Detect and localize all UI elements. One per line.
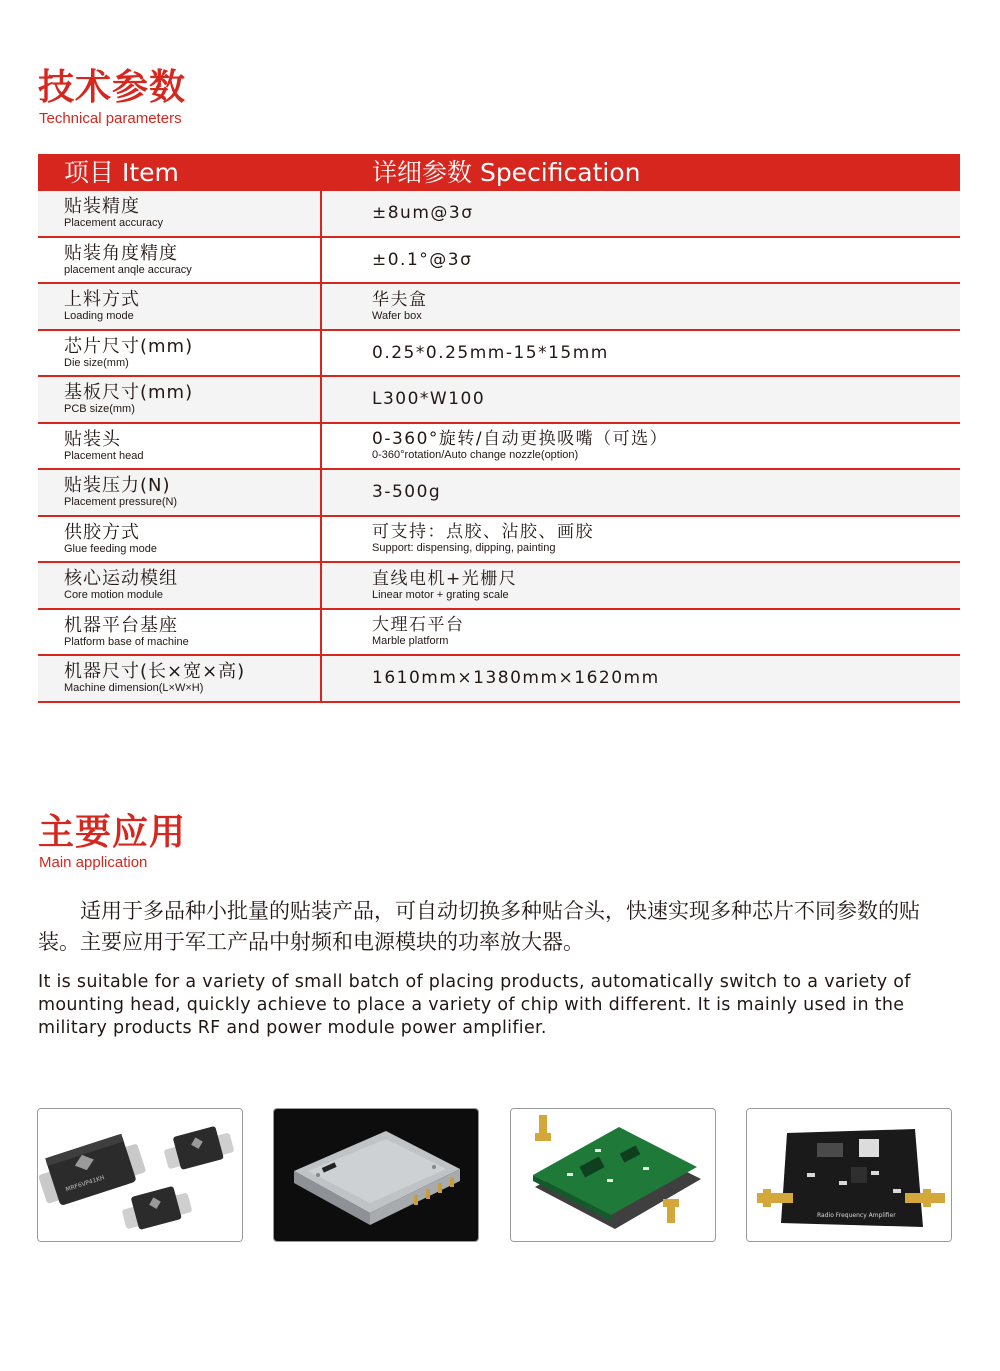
rf-amplifier-board-image [747,1109,951,1241]
photo-metal-module [273,1108,479,1242]
param-name-en: Placement head [64,449,144,462]
param-value-cell [322,563,960,608]
param-value-cell [322,191,960,236]
param-name-zh: 机器尺寸(长×宽×高) [64,661,246,683]
header-item: 项目 Item [64,158,179,187]
table-row [38,563,960,610]
param-value: ±0.1°@3σ [372,249,473,270]
param-value-cell [322,238,960,283]
param-value-en: Wafer box [372,309,422,322]
param-name-cell [38,191,322,236]
rf-transistor-image [38,1109,242,1241]
table-row [38,517,960,564]
param-name-cell [38,331,322,376]
param-name-en: Core motion module [64,589,164,602]
param-value-cell [322,656,960,701]
board-label: Radio Frequency Amplifier [817,1212,896,1219]
spec-rows [38,191,960,703]
photo-rf-transistors [37,1108,243,1242]
param-value-en: Linear motor + grating scale [372,588,509,601]
param-name-cell [38,284,322,329]
param-value-cell [322,331,960,376]
param-value-cell [322,377,960,422]
table-row [38,284,960,331]
package-marking: MRF6VP41KH [64,1174,106,1194]
param-name-en: Loading mode [64,310,134,323]
param-name-zh: 供胶方式 [64,521,140,543]
param-value: 可支持：点胶、沾胶、画胶 [372,522,594,543]
table-row [38,377,960,424]
app-description-zh: 适用于多品种小批量的贴装产品，可自动切换多种贴合头，快速实现多种芯片不同参数的贴装。主要应用于军工产品中射频和电源模块的功率放大器。 [38,899,920,954]
param-name-en: Die size(mm) [64,356,129,369]
tech-title: 技术参数 [38,67,187,108]
param-value-en: Support: dispensing, dipping, painting [372,542,556,555]
param-value: 华夫盒 [372,289,428,310]
photo-black-board [746,1108,952,1242]
param-name-zh: 基板尺寸(mm) [64,382,194,404]
param-name-zh: 上料方式 [64,289,140,311]
param-name-zh: 贴装角度精度 [64,242,178,264]
param-name-zh: 芯片尺寸(mm) [64,335,194,357]
param-value: L300*W100 [372,389,486,410]
param-value: 3-500g [372,482,442,503]
param-value-cell [322,517,960,562]
param-name-cell [38,377,322,422]
header-spec: 详细参数 Specification [372,158,641,187]
spec-table-header [38,154,960,191]
green-pcb-image [511,1109,715,1241]
param-name-cell [38,470,322,515]
application-photos [37,1108,953,1242]
param-name-cell [38,563,322,608]
param-name-en: placement anqle accuracy [64,263,192,276]
param-name-en: PCB size(mm) [64,403,135,416]
param-name-zh: 贴装精度 [64,196,140,218]
param-name-zh: 核心运动模组 [64,568,178,590]
param-value-cell [322,424,960,469]
param-name-zh: 机器平台基座 [64,614,178,636]
param-name-cell [38,610,322,655]
param-value-en: 0-360°rotation/Auto change nozzle(option) [372,449,579,462]
param-name-cell [38,424,322,469]
param-value-cell [322,610,960,655]
param-value-cell [322,470,960,515]
table-row [38,191,960,238]
param-value: 0.25*0.25mm-15*15mm [372,342,609,363]
param-value: 1610mm×1380mm×1620mm [372,668,660,689]
tech-subtitle: Technical parameters [39,110,182,127]
param-name-zh: 贴装头 [64,428,121,450]
spec-table [38,154,960,703]
table-row [38,470,960,517]
param-value: ±8um@3σ [372,203,474,224]
param-name-zh: 贴装压力(N) [64,475,171,497]
param-value: 大理石平台 [372,615,465,636]
param-name-en: Glue feeding mode [64,542,157,555]
param-name-en: Placement accuracy [64,217,164,230]
table-row [38,656,960,703]
param-name-en: Machine dimension(L×W×H) [64,682,204,695]
param-value-cell [322,284,960,329]
table-row [38,331,960,378]
param-value-en: Marble platform [372,635,449,648]
param-name-cell [38,517,322,562]
app-title: 主要应用 [38,812,187,853]
app-description-en: It is suitable for a variety of small batch of placing products, automatically switch to a variety of mounting head, quickly achieve to place a variety of chip with different. It is mainly used in the military products RF and power module power amplifier. [38,972,911,1038]
param-value: 0-360°旋转/自动更换吸嘴（可选） [372,429,669,450]
table-row [38,424,960,471]
metal-module-image [274,1109,478,1241]
table-row [38,238,960,285]
param-name-en: Platform base of machine [64,635,189,648]
table-row [38,610,960,657]
param-value: 直线电机+光栅尺 [372,568,518,589]
app-subtitle: Main application [39,854,148,871]
param-name-cell [38,656,322,701]
param-name-en: Placement pressure(N) [64,496,178,509]
param-name-cell [38,238,322,283]
photo-green-pcb [510,1108,716,1242]
